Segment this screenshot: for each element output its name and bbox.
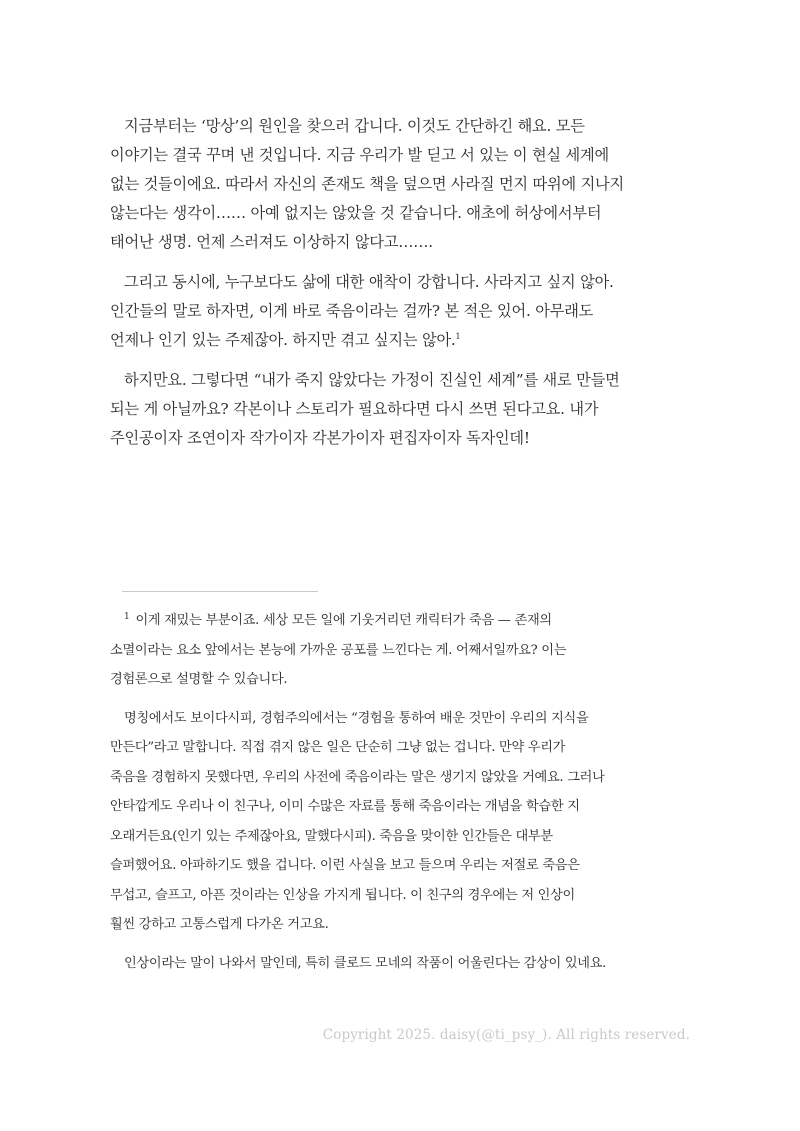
text-line: 않는다는 생각이…… 아예 없지는 않았을 것 같습니다. 애초에 허상에서부터 [110, 204, 602, 222]
text-line: 죽음을 경험하지 못했다면, 우리의 사전에 죽음이라는 말은 생기지 않았을 거예요. 그러나 [110, 769, 605, 785]
text-line: 만든다”라고 말합니다. 직접 겪지 않은 일은 단순히 그냥 없는 겁니다. 만약 우리가 [110, 740, 566, 755]
footnote-paragraph-2 [110, 704, 692, 940]
body-paragraph-3 [110, 366, 692, 453]
footnote-reference[interactable]: 1 [455, 331, 461, 341]
footnote-number: 1 [124, 611, 130, 622]
footnote-paragraph-3 [110, 949, 692, 979]
text-line [110, 606, 692, 636]
footnote-section [110, 606, 692, 978]
text-line: 태어난 생명. 언제 스러져도 이상하지 않다고……. [110, 233, 433, 251]
body-paragraph-1 [110, 112, 692, 257]
text-line: 지금부터는 ‘망상’의 원인을 찾으러 갑니다. 이것도 간단하긴 해요. 모든 [124, 117, 585, 135]
text-fragment: 이게 재밌는 부분이죠. 세상 모든 일에 기웃거리던 캐릭터가 죽음 — 존재의 [135, 613, 552, 628]
text-line: 없는 것들이에요. 따라서 자신의 존재도 책을 덮으면 사라질 먼지 따위에 지나지 [110, 175, 624, 193]
text-line: 훨씬 강하고 고통스럽게 다가온 거고요. [110, 917, 329, 932]
text-line: 이야기는 결국 꾸며 낸 것입니다. 지금 우리가 발 딛고 서 있는 이 현실 세계에 [110, 146, 609, 164]
text-fragment: 언제나 인기 있는 주제잖아. 하지만 겪고 싶지는 않아. [110, 331, 456, 349]
footnote-paragraph-1 [110, 606, 692, 695]
footnote-divider [122, 591, 318, 592]
body-paragraph-2 [110, 268, 692, 355]
text-line: 그리고 동시에, 누구보다도 삶에 대한 애착이 강합니다. 사라지고 싶지 않아. [124, 273, 614, 291]
text-line: 무섭고, 슬프고, 아픈 것이라는 인상을 가지게 됩니다. 이 친구의 경우에는 저 인상이 [110, 887, 575, 903]
text-line: 인상이라는 말이 나와서 말인데, 특히 클로드 모네의 작품이 어울린다는 감상이 있네요. [124, 955, 607, 971]
copyright-notice: Copyright 2025. daisy(@ti_psy_). All rights reserved. [322, 1027, 690, 1043]
text-line: 명칭에서도 보이다시피, 경험주의에서는 “경험을 통하여 배운 것만이 우리의 지식을 [124, 710, 589, 726]
text-line: 주인공이자 조연이자 작가이자 각본가이자 편집자이자 독자인데! [110, 429, 530, 447]
text-line: 인간들의 말로 하자면, 이게 바로 죽음이라는 걸까? 본 적은 있어. 아무래도 [110, 302, 594, 320]
text-line: 오래거든요(인기 있는 주제잖아요, 말했다시피). 죽음을 맞이한 인간들은 대부분 [110, 828, 553, 844]
text-line: 경험론으로 설명할 수 있습니다. [110, 672, 288, 687]
text-line: 소멸이라는 요소 앞에서는 본능에 가까운 공포를 느낀다는 게. 어째서일까요? 이는 [110, 642, 567, 658]
text-line: 슬퍼했어요. 아파하기도 했을 겁니다. 이런 사실을 보고 들으며 우리는 저절로 죽음은 [110, 858, 580, 873]
main-text [110, 112, 692, 453]
text-line: 되는 게 아닐까요? 각본이나 스토리가 필요하다면 다시 쓰면 된다고요. 내가 [110, 400, 599, 418]
text-line: 하지만요. 그렇다면 “내가 죽지 않았다는 가정이 진실인 세계”를 새로 만들면 [124, 371, 620, 389]
text-line: 안타깝게도 우리나 이 친구나, 이미 수많은 자료를 통해 죽음이라는 개념을 학습한 지 [110, 799, 580, 814]
text-line [110, 326, 692, 355]
